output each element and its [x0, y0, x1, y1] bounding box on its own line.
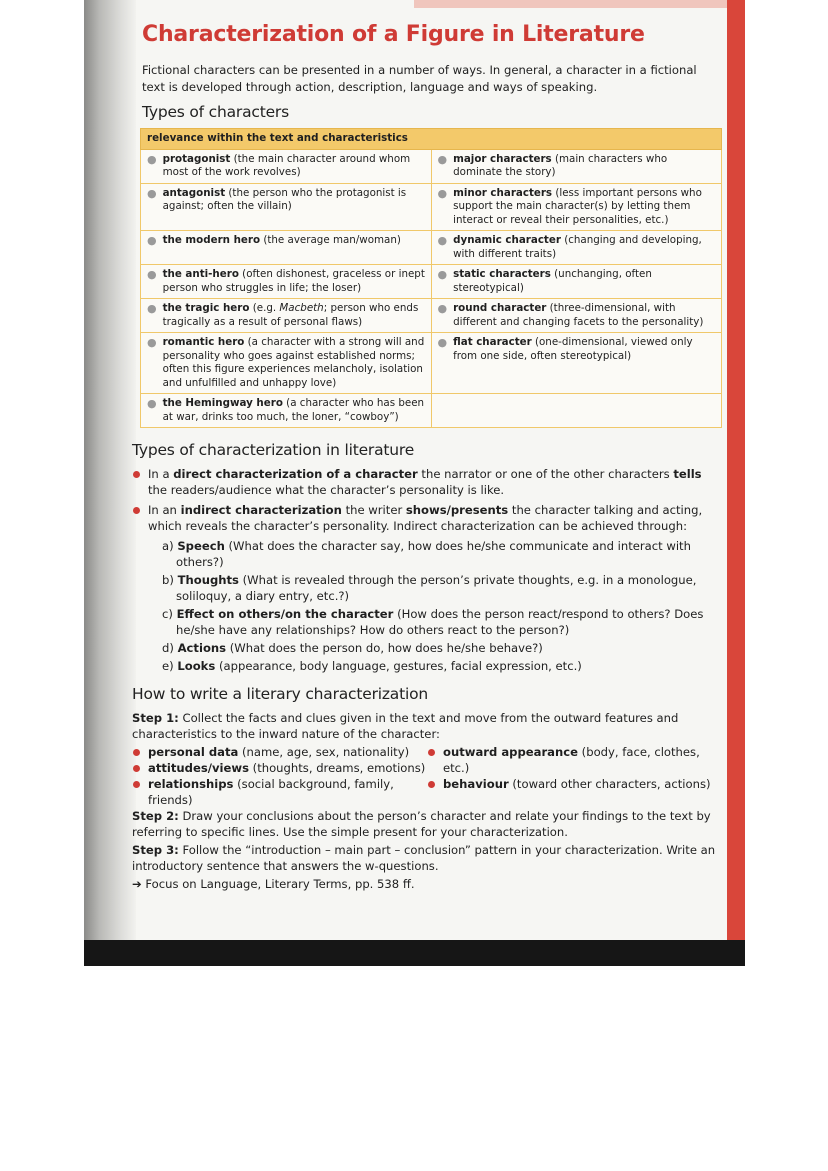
table-cell-left: ● the anti-hero (often dishonest, graceless or inept person who struggles in life; the loser) [141, 265, 432, 299]
feature-item: attitudes/views (thoughts, dreams, emotions) [132, 760, 427, 776]
feature-item: personal data (name, age, sex, nationality) [132, 744, 427, 760]
bullet-icon: ● [147, 336, 157, 349]
direct-characterization-item: In a direct characterization of a character the narrator or one of the other characters tells the readers/audience what the character’s personality is like. [132, 466, 722, 498]
table-cell-left: ● protagonist (the main character around whom most of the work revolves) [141, 149, 432, 183]
table-row [141, 231, 722, 265]
method-item: c) Effect on others/on the character (How does the person react/respond to others? Does he/she have any relationships? How do others react to the person?) [162, 607, 704, 637]
bullet-icon: ● [437, 234, 448, 247]
table-row [141, 149, 722, 183]
feature-item: behaviour (toward other characters, actions) [427, 776, 722, 792]
bullet-icon: ● [437, 336, 448, 349]
method-item: d) Actions (What does the person do, how does he/she behave?) [162, 641, 543, 655]
table-cell-right: ● major characters (main characters who dominate the story) [431, 149, 722, 183]
step-1: Step 1: Collect the facts and clues given in the text and move from the outward features and characteristics to the inward nature of the character: [132, 711, 679, 741]
bullet-icon: ● [147, 234, 157, 247]
bullet-icon: ● [437, 268, 448, 281]
page-title: Characterization of a Figure in Literature [142, 22, 645, 47]
page-gutter-shadow [84, 0, 136, 966]
features-columns [132, 744, 722, 808]
table-cell-right [431, 394, 722, 428]
reference-link: ➔ Focus on Language, Literary Terms, pp. 538 ff. [132, 877, 415, 891]
bullet-icon: ● [437, 186, 448, 200]
bullet-icon: ● [147, 397, 157, 410]
red-page-edge [727, 0, 745, 966]
table-cell-right: ● static characters (unchanging, often stereotypical) [431, 265, 722, 299]
method-item: e) Looks (appearance, body language, gestures, facial expression, etc.) [162, 659, 582, 673]
table-cell-left: ● the Hemingway hero (a character who has been at war, drinks too much, the loner, “cowboy”) [141, 394, 432, 428]
table-header: relevance within the text and characteristics [141, 129, 722, 150]
table-cell-right: ● dynamic character (changing and developing, with different traits) [431, 231, 722, 265]
bullet-icon: ● [147, 302, 157, 315]
table-cell-left: ● romantic hero (a character with a strong will and personality who goes against established norms; often this figure experiences melancholy, isolation and unfulfilled and unhappy love) [141, 333, 432, 394]
feature-item: outward appearance (body, face, clothes, etc.) [427, 744, 722, 776]
features-left [132, 744, 427, 808]
top-edge-strip [414, 0, 727, 8]
methods-list [132, 538, 722, 674]
method-item: b) Thoughts (What is revealed through the person’s private thoughts, e.g. in a monologue, soliloquy, a diary entry, etc.?) [162, 573, 697, 603]
table-cell-left: ● the modern hero (the average man/woman) [141, 231, 432, 265]
table-row [141, 265, 722, 299]
table-cell-right: ● round character (three-dimensional, with different and changing facets to the personality) [431, 299, 722, 333]
table-cell-left: ● the tragic hero (e.g. Macbeth; person who ends tragically as a result of personal flaws) [141, 299, 432, 333]
features-right [427, 744, 722, 808]
bullet-icon: ● [437, 302, 448, 315]
bullet-icon: ● [147, 268, 157, 281]
feature-item: relationships (social background, family, friends) [132, 776, 427, 808]
table-row [141, 183, 722, 231]
page-content [132, 20, 722, 894]
bullet-icon: ● [437, 152, 448, 166]
characterization-list [132, 466, 722, 534]
bullet-icon: ● [147, 186, 157, 200]
steps-section [132, 710, 722, 892]
bullet-icon: ● [147, 152, 157, 166]
table-cell-left: ● antagonist (the person who the protagonist is against; often the villain) [141, 183, 432, 231]
scan-bottom-band [84, 940, 745, 966]
method-item: a) Speech (What does the character say, how does he/she communicate and interact with others?) [162, 539, 691, 569]
types-heading: Types of characters [142, 103, 289, 121]
table-row [141, 394, 722, 428]
howto-heading: How to write a literary characterization [132, 685, 428, 703]
intro-paragraph: Fictional characters can be presented in a number of ways. In general, a character in a fictional text is developed through action, description, language and ways of speaking. [142, 63, 697, 94]
table-row [141, 299, 722, 333]
table-cell-right: ● minor characters (less important persons who support the main character(s) by letting them interact or reveal their personalities, etc.) [431, 183, 722, 231]
book-page [84, 0, 745, 966]
indirect-characterization-item: In an indirect characterization the writer shows/presents the character talking and acting, which reveals the character’s personality. Indirect characterization can be achieved through: [132, 502, 722, 534]
step-3: Step 3: Follow the “introduction – main part – conclusion” pattern in your characterization. Write an introductory sentence that answers the w-questions. [132, 843, 716, 873]
table-row [141, 333, 722, 394]
step-2: Step 2: Draw your conclusions about the person’s character and relate your findings to the text by referring to specific lines. Use the simple present for your characterization. [132, 809, 711, 839]
characterization-heading: Types of characterization in literature [132, 441, 415, 459]
table-cell-right: ● flat character (one-dimensional, viewed only from one side, often stereotypical) [431, 333, 722, 394]
character-types-table [140, 128, 722, 428]
